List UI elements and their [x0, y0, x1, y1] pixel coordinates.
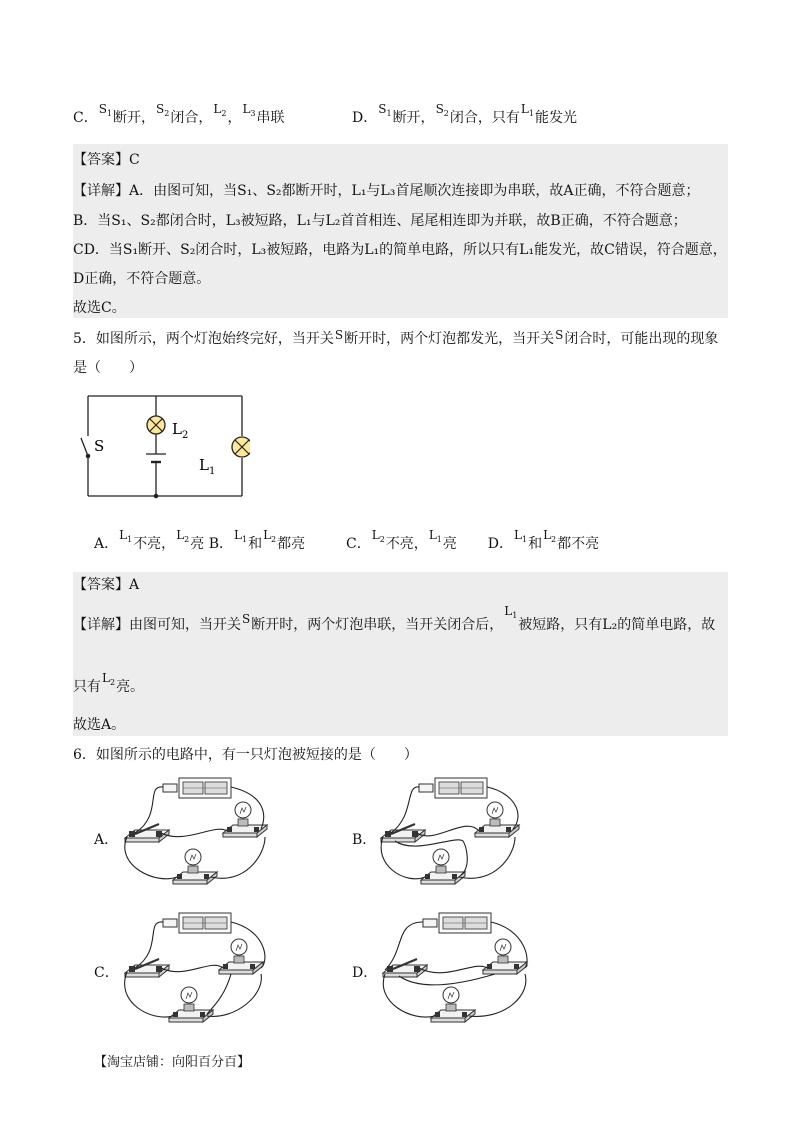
- q5-detail-line-1: 【详解】由图可知，当开关S断开时，两个灯泡串联，当开关闭合后，$L_1$被短路，只有L₂的简单电路，故: [73, 604, 716, 633]
- q4-option-d: D．$S_1$断开，$S_2$闭合，只有$L_1$能发光: [352, 102, 577, 126]
- q5-answer: 【答案】A: [73, 577, 140, 593]
- q4-detail-line-2: B．当S₁、S₂都闭合时，L₃被短路，L₁与L₂首首相连、尾尾相连即为并联，故B正确，不符合题意；: [73, 213, 687, 229]
- q5-stem-line-1: 5．如图所示，两个灯泡始终完好，当开关S断开时，两个灯泡都发光，当开关S闭合时，可能出现的现象: [73, 328, 719, 347]
- q5-options: A．$L_1$不亮，$L_2$亮 B．$L_1$和$L_2$都亮 C．$L_2$不亮，$L_1$亮 D．$L_1$和$L_2$都不亮: [94, 528, 600, 552]
- q4-option-c: C．$S_1$断开，$S_2$闭合，$L_2$，$L_3$串联: [73, 102, 285, 126]
- q4-detail-line-3: CD．当S₁断开、S₂闭合时，L₃被短路，电路为L₁的简单电路，所以只有L₁能发光，故C错误，符合题意，: [73, 242, 727, 258]
- fig-label-l1: $L_1$: [199, 456, 216, 477]
- q6-label-b: B．: [352, 832, 377, 848]
- q6-label-a: A．: [94, 832, 119, 848]
- q5-conclusion: 故选A。: [73, 717, 126, 733]
- q5-stem-line-2: 是（ ）: [73, 360, 143, 376]
- q5-circuit-diagram: [80, 388, 250, 504]
- q6-label-d: D．: [352, 965, 378, 981]
- q4-answer: 【答案】C: [73, 152, 140, 168]
- q4-detail-line-4: D正确，不符合题意。: [73, 271, 211, 287]
- fig-label-s: S: [94, 437, 105, 455]
- q6-stem: 6．如图所示的电路中，有一只灯泡被短接的是（ ）: [73, 747, 418, 763]
- fig-label-l2: $L_2$: [172, 420, 189, 441]
- lamp-l2-icon: [147, 416, 165, 434]
- q6-picture-c: [115, 910, 285, 1030]
- q6-picture-b: [375, 775, 545, 890]
- q5-detail-line-2: 只有$L_2$亮。: [73, 671, 145, 695]
- q4-detail-line-1: 【详解】A．由图可知，当S₁、S₂都断开时，L₁与L₃首尾顺次连接即为串联，故A正确，不符合题意；: [73, 183, 700, 199]
- q5-answer-box: [73, 572, 728, 736]
- q4-conclusion: 故选C。: [73, 300, 126, 316]
- q6-picture-d: [375, 910, 545, 1030]
- footer-shop-note: 【淘宝店铺：向阳百分百】: [94, 1055, 251, 1070]
- lamp-l1-icon: [232, 437, 250, 457]
- q6-picture-a: [115, 775, 285, 890]
- q6-label-c: C．: [94, 965, 119, 981]
